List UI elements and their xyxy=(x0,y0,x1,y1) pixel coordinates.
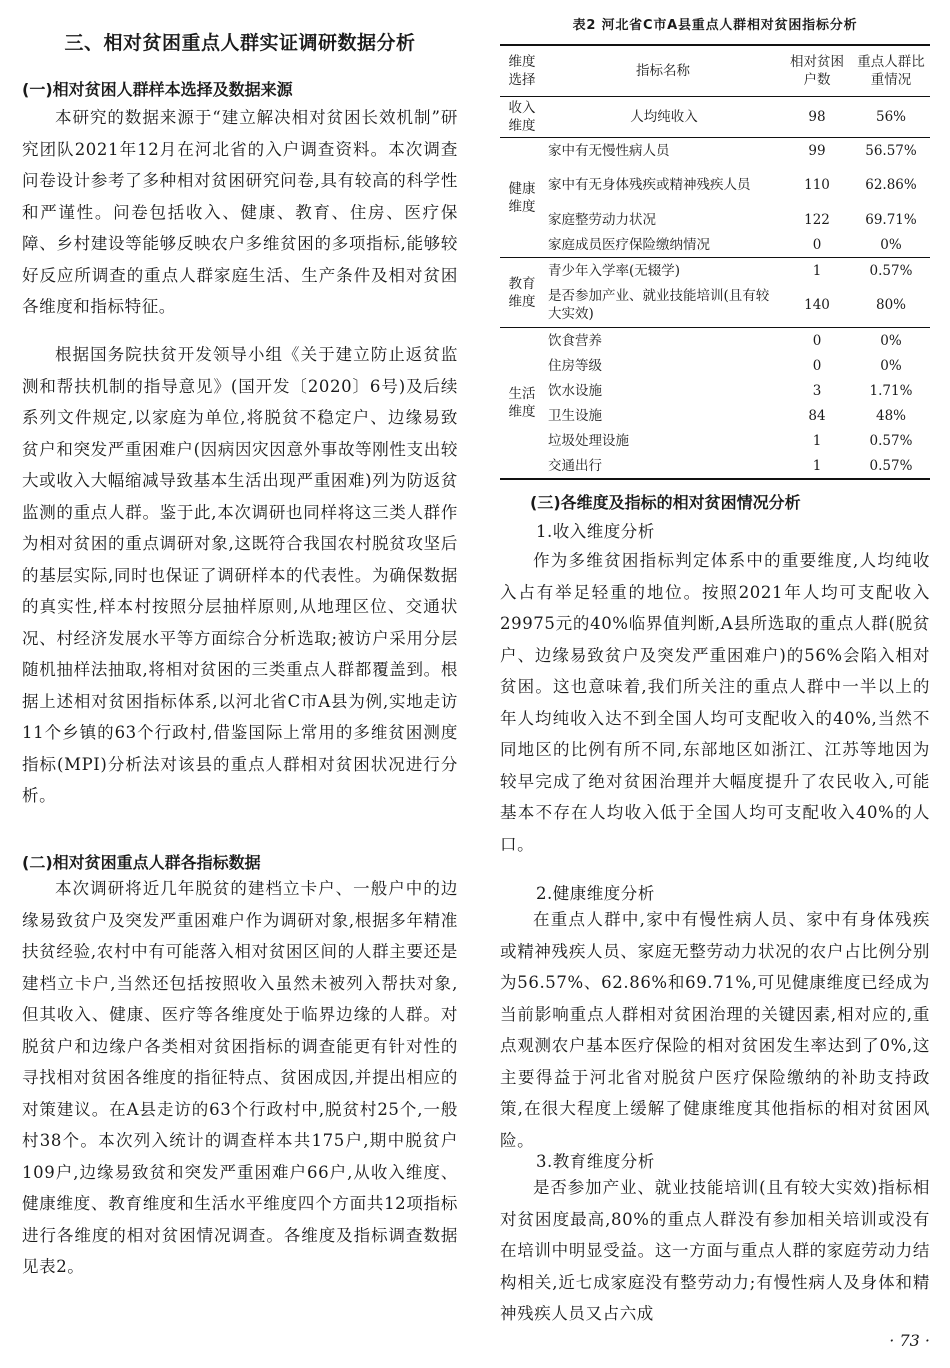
ratio-cell: 0% xyxy=(880,332,902,349)
table-caption: 表2 河北省C市A县重点人群相对贫困指标分析 xyxy=(572,18,858,33)
group-health xyxy=(500,138,930,258)
heading-health-analysis: 2.健康维度分析 xyxy=(536,884,655,903)
group-education xyxy=(500,258,930,328)
indicator-cell: 家中有无慢性病人员 xyxy=(548,142,670,159)
count-cell: 122 xyxy=(804,211,830,228)
paragraph-income-analysis: 作为多维贫困指标判定体系中的重要维度,人均纯收入占有举足轻重的地位。按照2021年人均可支配收入29975元的40%临界值判断,A县所选取的重点人群(脱贫户、边缘易致贫户及突发严重困难户)的56%会陷入相对贫困。这也意味着,我们所关注的重点人群中一半以上的年人均纯收入达不到全国人均可支配收入的40%,当然不同地区的比例有所不同,东部地区如浙江、江苏等地因为较早完成了绝对贫困治理并大幅度提升了农民收入,可能基本不存在人均收入低于全国人均可支配收入40%的人口。 xyxy=(500,551,930,854)
paragraph-target-groups: 根据国务院扶贫开发领导小组《关于建立防止返贫监测和帮扶机制的指导意见》(国开发〔2020〕6号)及后续系列文件规定,以家庭为单位,将脱贫不稳定户、边缘易致贫户和突发严重困难户(因病因灾因意外事故等刚性支出较大或收入大幅缩减导致基本生活出现严重困难)列为防返贫监测的重点人群。鉴于此,本次调研也同样将这三类人群作为相对贫困的重点调研对象,这既符合我国农村脱贫攻坚后的基层实际,同时也保证了调研样本的代表性。为确保数据的真实性,样本村按照分层抽样原则,从地理区位、交通状况、村经济发展水平等方面综合分析选取;被访户采用分层随机抽样法抽取,将相对贫困的三类重点人群都覆盖到。根据上述相对贫困指标体系,以河北省C市A县为例,实地走访11个乡镇的63个行政村,借鉴国际上常用的多维贫困测度指标(MPI)分析法对该县的重点人群相对贫困状况进行分析。 xyxy=(22,345,458,805)
indicator-cell: 住房等级 xyxy=(548,357,602,374)
count-cell: 110 xyxy=(804,177,830,193)
count-cell: 0 xyxy=(812,357,822,374)
group-income xyxy=(500,97,930,138)
indicator-cell: 家中有无身体残疾或精神残疾人员 xyxy=(548,177,751,193)
indicator-cell: 家庭整劳动力状况 xyxy=(548,211,656,228)
dimension-cell: 生活维度 xyxy=(508,386,536,420)
indicator-cell: 人均纯收入 xyxy=(630,109,698,125)
header-dimension: 维度选择 xyxy=(508,54,536,88)
count-cell: 3 xyxy=(812,382,822,399)
count-cell: 0 xyxy=(812,332,822,349)
indicator-cell: 饮水设施 xyxy=(548,382,602,399)
table-row xyxy=(500,378,930,403)
indicator-cell: 交通出行 xyxy=(548,457,602,474)
subsection-title-1: (一)相对贫困人群样本选择及数据来源 xyxy=(22,80,293,99)
ratio-cell: 69.71% xyxy=(865,211,917,228)
table-row xyxy=(500,403,930,428)
dimension-cell: 收入维度 xyxy=(508,100,536,134)
group-living xyxy=(500,328,930,480)
table-row xyxy=(500,207,930,232)
table-row xyxy=(500,353,930,378)
count-cell: 140 xyxy=(804,297,830,313)
heading-education-analysis: 3.教育维度分析 xyxy=(536,1152,655,1171)
header-ratio: 重点人群比重情况 xyxy=(857,54,925,88)
count-cell: 1 xyxy=(812,262,822,279)
page-number: · 73 · xyxy=(889,1331,930,1350)
count-cell: 1 xyxy=(812,432,822,449)
table-row xyxy=(500,258,930,284)
ratio-cell: 0% xyxy=(880,236,902,253)
subsection-title-3: (三)各维度及指标的相对贫困情况分析 xyxy=(530,493,801,512)
header-indicator-name: 指标名称 xyxy=(636,63,690,79)
heading-income-analysis: 1.收入维度分析 xyxy=(536,522,655,541)
table-row xyxy=(500,138,930,164)
indicator-cell: 卫生设施 xyxy=(548,407,602,424)
count-cell: 0 xyxy=(812,236,822,253)
dimension-cell: 教育维度 xyxy=(508,275,536,310)
table-row xyxy=(500,283,930,328)
ratio-cell: 0% xyxy=(880,357,902,374)
ratio-cell: 1.71% xyxy=(869,382,913,399)
section-title: 三、相对贫困重点人群实证调研数据分析 xyxy=(64,32,416,54)
paragraph-health-analysis: 在重点人群中,家中有慢性病人员、家中有身体残疾或精神残疾人员、家庭无整劳动力状况的农户占比例分别为56.57%、62.86%和69.71%,可见健康维度已经成为当前影响重点人群相对贫困治理的关键因素,相对应的,重点观测农户基本医疗保险的相对贫困发生率达到了0%,这主要得益于河北省对脱贫户医疗保险缴纳的补助支持政策,在很大程度上缓解了健康维度其他指标的相对贫困风险。 xyxy=(500,910,930,1150)
header-household-count: 相对贫困户数 xyxy=(790,54,844,88)
indicator-cell: 青少年入学率(无辍学) xyxy=(548,262,681,279)
ratio-cell: 62.86% xyxy=(865,177,917,193)
count-cell: 99 xyxy=(808,142,826,159)
table-row xyxy=(500,428,930,453)
ratio-cell: 80% xyxy=(875,297,906,313)
count-cell: 98 xyxy=(808,109,826,125)
subsection-title-2: (二)相对贫困重点人群各指标数据 xyxy=(22,853,261,872)
ratio-cell: 56% xyxy=(875,109,906,125)
ratio-cell: 0.57% xyxy=(869,262,913,279)
table-header-row xyxy=(500,45,930,97)
indicator-cell: 垃圾处理设施 xyxy=(548,432,629,449)
indicator-table xyxy=(500,44,930,480)
indicator-cell: 家庭成员医疗保险缴纳情况 xyxy=(548,236,710,253)
paragraph-indicator-data: 本次调研将近几年脱贫的建档立卡户、一般户中的边缘易致贫户及突发严重困难户作为调研对象,根据多年精准扶贫经验,农村中有可能落入相对贫困区间的人群主要还是建档立卡户,当然还包括按照收入虽然未被列入帮扶对象,但其收入、健康、医疗等各维度处于临界边缘的人群。对脱贫户和边缘户各类相对贫困指标的调查能更有针对性的寻找相对贫困各维度的指征特点、贫困成因,并提出相应的对策建议。在A县走访的63个行政村中,脱贫村25个,一般村38个。本次列入统计的调查样本共175户,期中脱贫户109户,边缘易致贫和突发严重困难户66户,从收入维度、健康维度、教育维度和生活水平维度四个方面共12项指标进行各维度的相对贫困情况调查。各维度及指标调查数据见表2。 xyxy=(22,879,458,1276)
paragraph-data-source: 本研究的数据来源于“建立解决相对贫困长效机制”研究团队2021年12月在河北省的入户调查资料。本次调查问卷设计参考了多种相对贫困研究问卷,具有较高的科学性和严谨性。问卷包括收入、健康、教育、住房、医疗保障、乡村建设等能够反映农户多维贫困的多项指标,能够较好反应所调查的重点人群家庭生活、生产条件及相对贫困各维度和指标特征。 xyxy=(22,108,458,316)
count-cell: 1 xyxy=(812,457,822,474)
ratio-cell: 48% xyxy=(875,407,906,424)
table-row xyxy=(500,453,930,479)
indicator-cell: 饮食营养 xyxy=(548,332,602,349)
count-cell: 84 xyxy=(808,407,826,424)
indicator-cell: 是否参加产业、就业技能培训(且有较大实效) xyxy=(548,288,770,322)
ratio-cell: 56.57% xyxy=(865,142,917,159)
ratio-cell: 0.57% xyxy=(869,457,913,474)
dimension-cell: 健康维度 xyxy=(508,180,536,215)
table-row xyxy=(500,232,930,258)
ratio-cell: 0.57% xyxy=(869,432,913,449)
table-row xyxy=(500,328,930,354)
paragraph-education-analysis: 是否参加产业、就业技能培训(且有较大实效)指标相对贫困度最高,80%的重点人群没有参加相关培训或没有在培训中明显受益。这一方面与重点人群的家庭劳动力结构相关,近七成家庭没有整劳动力;有慢性病人及身体和精神残疾人员又占六成 xyxy=(500,1178,930,1323)
table-row xyxy=(500,97,930,138)
table-row xyxy=(500,163,930,207)
